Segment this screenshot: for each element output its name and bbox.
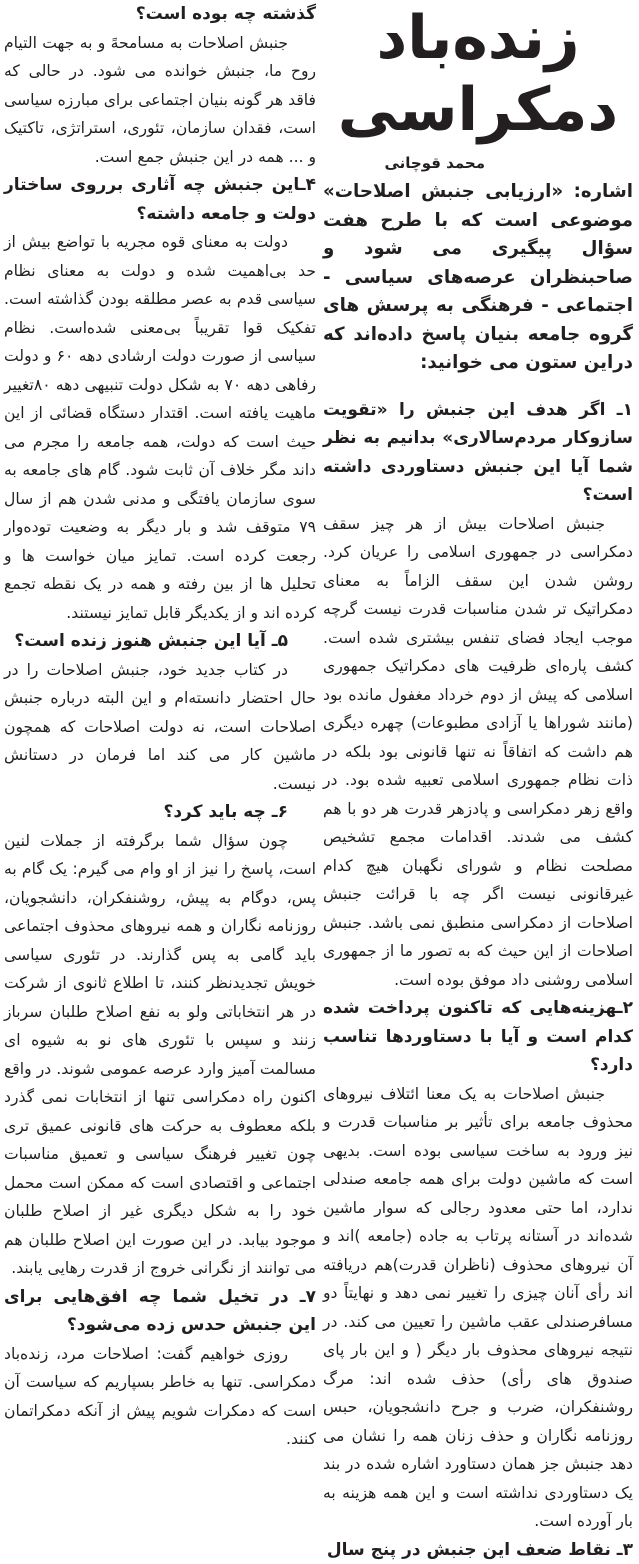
question-3-part-1: ۳ـ نقاط ضعف این جنبش در پنج سال — [323, 1536, 633, 1564]
author-byline: محمد قوچانی — [323, 152, 633, 174]
question-2: ۲ـهزینه‌هایی که تاکنون پرداخت شده کدام است و آیا با دستاوردها تناسب دارد؟ — [323, 994, 633, 1080]
right-column — [323, 0, 633, 1500]
headline-line-1: زنده‌باد — [323, 2, 633, 74]
section-1 — [323, 396, 633, 995]
question-4: ۴ـاین جنبش چه آثاری برروی ساختار دولت و جامعه داشته؟ — [4, 171, 316, 228]
headline — [323, 2, 633, 146]
section-7 — [4, 1283, 316, 1454]
answer-7: روزی خواهیم گفت: اصلاحات مرد، زنده‌باد دمکراسی. تنها به خاطر بسپاریم که سیاست آن است که دمکرات شویم پیش از آنکه دمکراتمان کنند. — [4, 1340, 316, 1454]
answer-2: جنبش اصلاحات به یک معنا ائتلاف نیروهای محذوف جامعه برای تأثیر بر مناسبات قدرت و نیز ورود به ساخت سیاسی بوده است. بدیهی است که ماشین دولت برای همه جامعه صندلی ندارد، اما حتی معدود رجالی که سوار ماشین شده‌اند در آستانه پرتاب به جاده (جامعه )اند و آن نیروهای محذوف (ناظران قدرت)هم دریافته اند رأی آنان چیزی را تغییر نمی دهد و نهایتاً دو مسافرصندلی عقب ماشین را تعیین می کند. در نتیجه نیروهای محذوف بار دیگر ( و این بار پای صندوق های رأی) حذف شده اند: مرگ روشنفکران، ضرب و جرح دانشجویان، حبس روزنامه نگاران و حذف زنان همه را نشان می دهد جنبش جز همان دستاورد اشاره شده در بند یک دستاوردی نداشته است و این همه هزینه به بار آورده است. — [323, 1080, 633, 1536]
answer-6: چون سؤال شما برگرفته از جملات لنین است، پاسخ را نیز از او وام می گیرم: یک گام به پس، دوگام به پیش، روشنفکران، دانشجویان، روزنامه نگاران و همه نیروهای محذوف اجتماعی باید گامی به پس گذارند. در تئوری سیاسی خویش تجدیدنظر کنند، تا اطلاع ثانوی از شرکت در هر انتخاباتی ولو به نفع اصلاح طلبان سرباز زنند و سپس با تئوری های نو به شیوه ای مسالمت آمیز وارد عرصه عمومی شوند. در واقع اکنون راه دمکراسی تنها از انتخابات نمی گذرد بلکه معطوف به حرکت های قانونی عمیق تری چون تغییر فرهنگ سیاسی و تعمیق مناسبات اجتماعی و اقتصادی است که ممکن است محمل خود را به شکل دیگری غیر از اصلاح طلبان موجود بیابد. در این صورت این اصلاح طلبان هم می توانند از نگرانی خروج از قدرت رهایی یابند. — [4, 827, 316, 1283]
lead-text: اشاره: «ارزیابی جنبش اصلاحات» موضوعی است که با طرح هفت سؤال پیگیری می شود و صاحبنظران عرصه‌های سیاسی - اجتماعی - فرهنگی به پرسش های گروه جامعه بنیان پاسخ داده‌اند که دراین ستون می خوانید: — [323, 178, 633, 378]
section-3-start — [323, 1536, 633, 1564]
answer-1: جنبش اصلاحات بیش از هر چیز سقف دمکراسی در جمهوری اسلامی را عریان کرد. روشن شدن این سقف الزاماً به معنای دمکراتیک تر شدن مناسبات قدرت نیست گرچه موجب ایجاد فضای تنفس بیشتری شده است. کشف پاره‌ای ظرفیت های دمکراتیک جمهوری اسلامی که پیش از دوم خرداد مغفول مانده بود (مانند شوراها یا آزادی مطبوعات) چهره دیگری هم داشت که اتفاقاً نه تنها قانونی بود بلکه در ذات نظام جمهوری اسلامی تعبیه شده بود. در واقع زهر دمکراسی و پادزهر قدرت هر دو با هم کشف می شدند. اقدامات مجمع تشخیص مصلحت نظام و شورای نگهبان هیچ کدام غیرقانونی نیست اگر چه با قرائت جنبش اصلاحات از دمکراسی منطبق نمی باشد. جنبش اصلاحات از این حیث که به تصور ما از جمهوری اسلامی روشنی داد موفق بوده است. — [323, 510, 633, 995]
lead-paragraph — [323, 178, 633, 378]
answer-5: در کتاب جدید خود، جنبش اصلاحات را در حال احتضار دانسته‌ام و این البته درباره جنبش اصلاحات است، نه دولت اصلاحات که همچون ماشین کار می کند اما فرمان در دستانش نیست. — [4, 656, 316, 799]
question-7: ۷ـ در تخیل شما چه افق‌هایی برای این جنبش حدس زده می‌شود؟ — [4, 1283, 316, 1340]
headline-line-2: دمکراسی — [323, 74, 633, 146]
section-6 — [4, 798, 316, 1283]
section-2 — [323, 994, 633, 1536]
question-5: ۵ـ آیا این جنبش هنوز زنده است؟ — [4, 627, 316, 656]
section-3-continued — [4, 0, 316, 171]
question-3-part-2: گذشته چه بوده است؟ — [4, 0, 316, 29]
question-1: ۱ـ اگر هدف این جنبش را «تقویت سازوکار مردم‌سالاری» بدانیم به نظر شما آیا این جنبش دستاوردی داشته است؟ — [323, 396, 633, 510]
answer-4: دولت به معنای قوه مجریه با تواضع بیش از حد بی‌اهمیت شده و دولت به معنای نظام سیاسی قدم به عصر مطلقه بودن گذاشته است. تفکیک قوا تقریباً بی‌معنی شده‌است. نظام سیاسی از صورت دولت ارشادی دهه ۶۰ و دولت رفاهی دهه ۷۰ به شکل دولت تنبیهی دهه ۸۰تغییر ماهیت یافته است. اقتدار دستگاه قضائی از این حیث است که دولت، همه جامعه را مجرم می داند مگر خلاف آن ثابت شود. گام های جامعه به سوی سازمان یافتگی و مدنی شدن هم از سال ۷۹ متوقف شد و بار دیگر به وضعیت توده‌وار رجعت کرده است. تمایز میان خواست ها و تحلیل ها از بین رفته و همه در یک نقطه تجمع کرده اند و از یکدیگر قابل تمایز نیستند. — [4, 228, 316, 627]
section-4 — [4, 171, 316, 627]
answer-3: جنبش اصلاحات به مسامحهً و به جهت التیام روح ما، جنبش خوانده می شود. در حالی که فاقد هر گونه بنیان اجتماعی برای مبارزه سیاسی است، فقدان سازمان، تئوری، استراتژی، تاکتیک و ... همه در این جنبش جمع است. — [4, 29, 316, 172]
question-6: ۶ـ چه باید کرد؟ — [4, 798, 316, 827]
section-5 — [4, 627, 316, 798]
left-column — [4, 0, 316, 1500]
section-gap — [323, 378, 633, 396]
